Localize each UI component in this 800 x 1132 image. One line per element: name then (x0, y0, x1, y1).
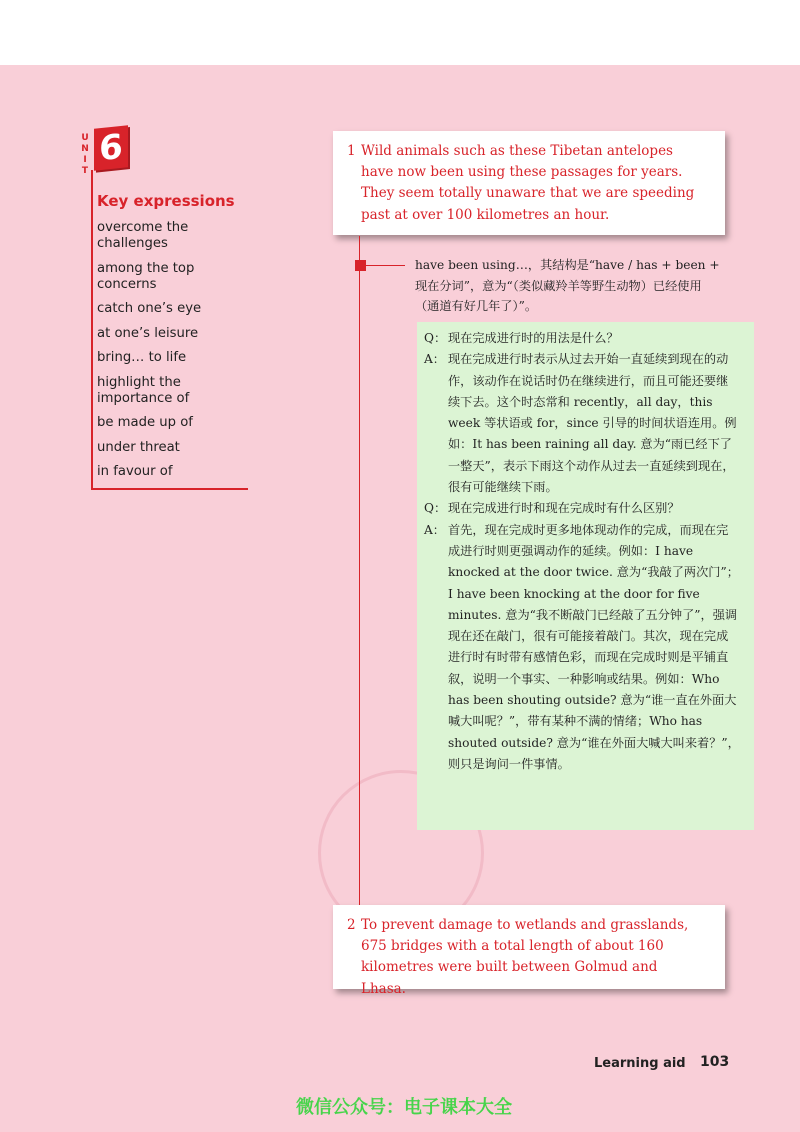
key-expression-item: be made up of (97, 415, 193, 430)
qa-label: A： (424, 522, 445, 537)
qa-item (424, 349, 740, 498)
sidebar-divider-vertical (91, 170, 93, 490)
sentence-2 (347, 915, 701, 1000)
key-expression-item: in favour of (97, 464, 173, 479)
sentence-card-2 (333, 905, 725, 997)
qa-answer: 首先，现在完成时更多地体现动作的完成，而现在完成进行时则更强调动作的延续。例如：I have knocked at the door twice. 意为“我敲了两次门”；I have been knocking at the door for five minutes. 意为“我不断敲门已经敲了五分钟了”，强调现在还在敲门，很有可能接着敲门。其次，现在完成进行时有时带有感情色彩，而现在完成时则是平铺直叙，说明一个事实、一种影响或结果。例如：Who has been shouting outside? 意为“谁一直在外面大喊大叫呢？”，带有某种不满的情绪；Who has shouted outside? 意为“谁在外面大喊大叫来着？”，则只是询问一件事情。 (448, 522, 740, 771)
unit-letter: I (83, 155, 87, 165)
qa-label: Q： (424, 331, 447, 345)
key-expressions-title: Key expressions (97, 192, 235, 210)
qa-item (424, 520, 740, 776)
key-expression-item: at one’s leisure (97, 325, 199, 341)
qa-answer: 现在完成进行时表示从过去开始一直延续到现在的动作，该动作在说话时仍在继续进行，而且可能还要继续下去。这个时态常和 recently，all day，this week 等状语或 for，since 引导的时间状语连用。例如：It has been raining all day. 意为“雨已经下了一整天”，表示下雨这个动作从过去一直延续到现在，很有可能继续下雨。 (448, 352, 737, 495)
key-expression-item: catch one’s eye (97, 301, 202, 316)
unit-number-badge: 6 (94, 125, 128, 171)
qa-item (424, 328, 740, 349)
footer-section-label: Learning aid (594, 1056, 686, 1071)
qa-label: A： (424, 352, 445, 367)
annotation-connector-line (359, 236, 360, 916)
sentence-text: Wild animals such as these Tibetan antelopes have now been using these passages for years. They seem totally unaware that we are speeding past at over 100 kilometres an hour. (361, 143, 695, 223)
key-expression-item: among the top concerns (97, 260, 195, 292)
key-expression-item: highlight the importance of (97, 374, 190, 406)
wechat-watermark: 微信公众号：电子课本大全 (296, 1097, 512, 1118)
sentence-number: 1 (347, 143, 356, 159)
annotation-pointer-line (365, 265, 405, 266)
unit-letter: N (81, 144, 89, 154)
unit-tab-label (78, 133, 92, 177)
qa-question: 现在完成进行时和现在完成时有什么区别？ (448, 501, 680, 516)
key-expression-item: overcome the challenges (97, 220, 189, 251)
sentence-number: 2 (347, 917, 356, 933)
key-expression-item: bring… to life (97, 350, 187, 365)
unit-letter: U (81, 133, 89, 143)
qa-label: Q： (424, 501, 447, 516)
qa-question: 现在完成进行时的用法是什么？ (448, 331, 619, 345)
sentence-card-1 (333, 131, 725, 235)
sentence-1 (347, 141, 701, 226)
key-expression-item: under threat (97, 439, 180, 455)
qa-note-box (417, 322, 754, 830)
page-number: 103 (700, 1054, 730, 1070)
sentence-text: To prevent damage to wetlands and grasslands, 675 bridges with a total length of about 160 kilometres were built between Golmud and Lhasa. (361, 917, 689, 997)
key-expressions-list (97, 220, 247, 489)
qa-item (424, 498, 740, 519)
qa-list (424, 328, 740, 775)
unit-letter: T (81, 166, 89, 176)
grammar-explanation: have been using…，其结构是“have / has + been + 现在分词”，意为“（类似藏羚羊等野生动物）已经使用（通道有好几年了）”。 (415, 258, 720, 313)
